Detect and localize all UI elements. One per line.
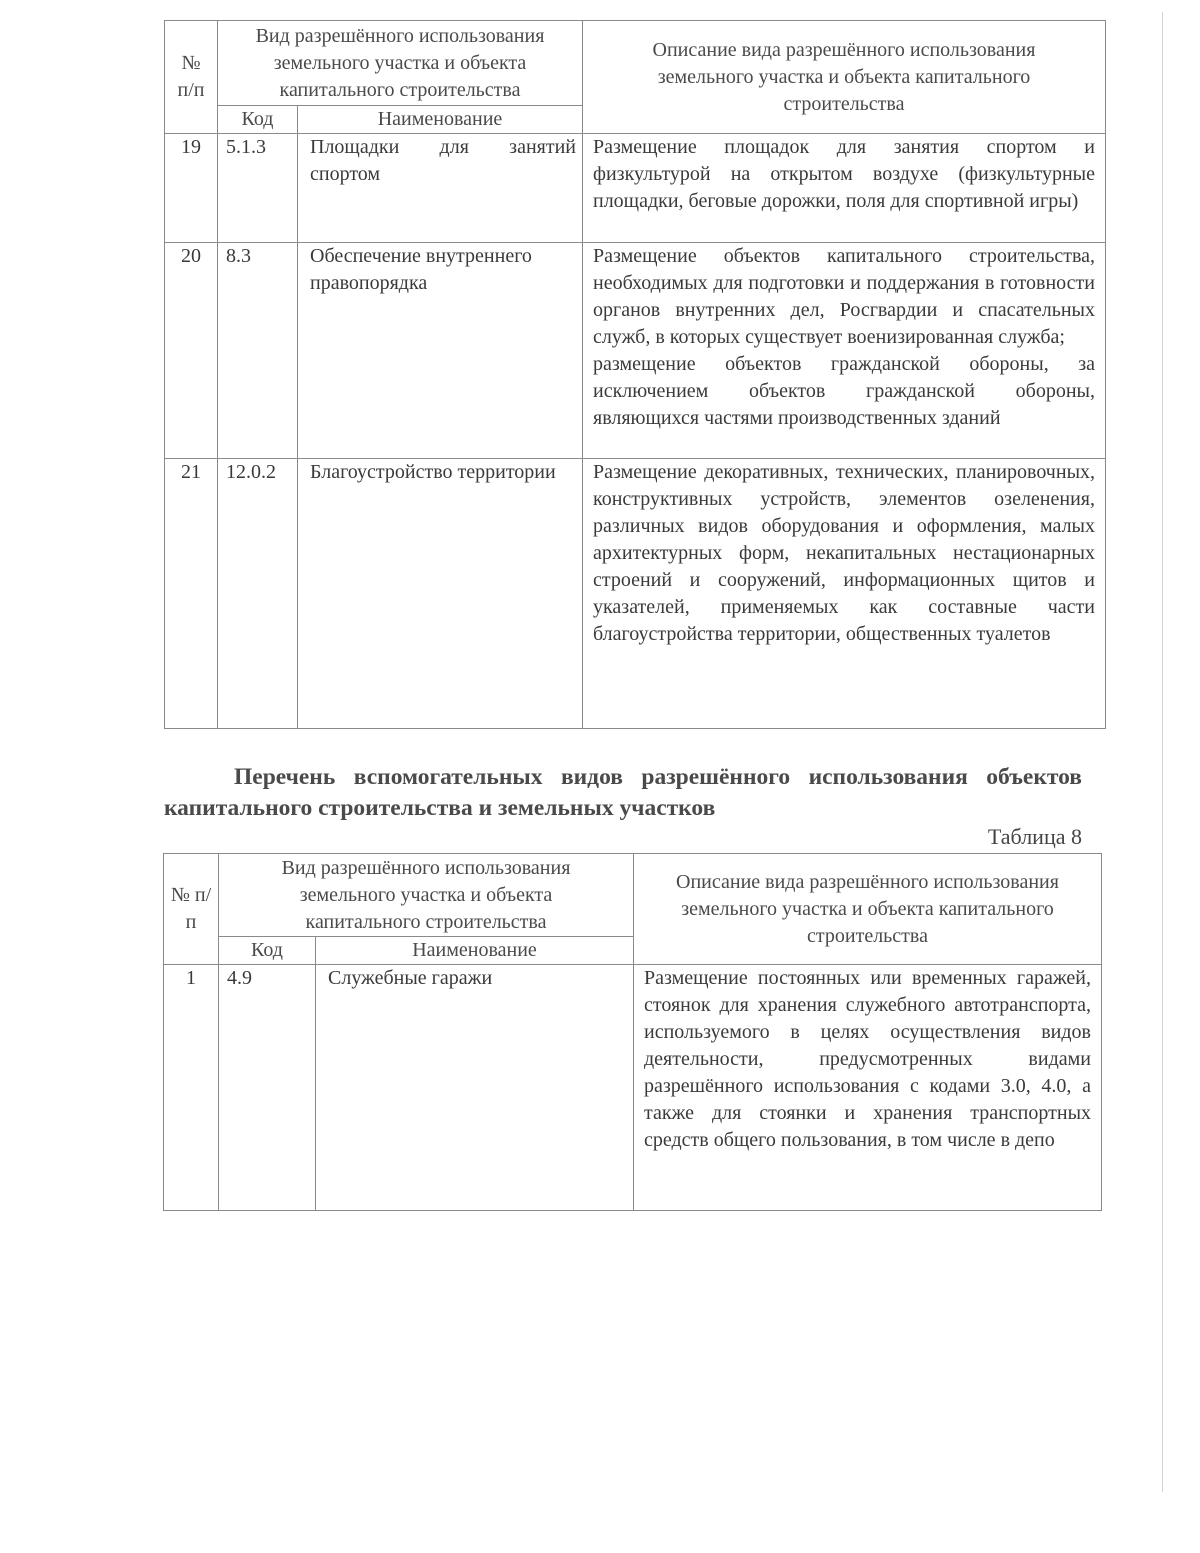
table-row <box>164 965 1102 1211</box>
row-code: 12.0.2 <box>218 459 298 729</box>
row-description: Размещение объектов капитального строительства, необходимых для подготовки и поддержания в готовности органов внутренних дел, Росгвардии и спасательных служб, в которых существует военизированная служба; <box>593 245 1095 348</box>
row-description-continued: размещение объектов гражданской обороны, за исключением объектов гражданской обороны, являющихся частями производственных зданий <box>593 353 1095 429</box>
header-name: Наименование <box>316 937 634 965</box>
table-label: Таблица 8 <box>987 824 1082 849</box>
row-code: 8.3 <box>218 243 298 459</box>
row-description: Размещение декоративных, технических, планировочных, конструктивных устройств, элементов озеленения, различных видов оборудования и оформления, малых архитектурных форм, некапитальных нестационарных строений и сооружений, информационных щитов и указателей, применяемых как составные части благоустройства территории, общественных туалетов <box>583 459 1106 729</box>
row-description: Размещение площадок для занятия спортом и физкультурой на открытом воздухе (физкультурные площадки, беговые дорожки, поля для спортивной игры) <box>583 134 1106 243</box>
header-name: Наименование <box>298 106 583 134</box>
row-code: 4.9 <box>219 965 316 1211</box>
table-row <box>165 134 1106 243</box>
row-num: 21 <box>165 459 218 729</box>
row-name: Обеспечение внутреннего правопорядка <box>298 243 583 459</box>
header-group: Вид разрешённого использования земельного участка и объекта капитального строительства <box>219 854 634 937</box>
header-description: Описание вида разрешённого использования земельного участка и объекта капитального строительства <box>583 21 1106 134</box>
page-edge-rule <box>1162 12 1163 1492</box>
row-name: Площадки для занятий спортом <box>298 134 583 243</box>
row-name: Благоустройство территории <box>298 459 583 729</box>
row-description: Размещение постоянных или временных гаражей, стоянок для хранения служебного автотранспорта, используемого в целях осуществления видов деятельности, предусмотренных видами разрешённого использования с кодами 3.0, 4.0, а также для стоянки и хранения транспортных средств общего пользования, в том числе в депо <box>634 965 1102 1211</box>
row-description-cell <box>583 243 1106 459</box>
table-row <box>165 459 1106 729</box>
header-num: № п/п <box>164 854 219 965</box>
row-num: 1 <box>164 965 219 1211</box>
row-code: 5.1.3 <box>218 134 298 243</box>
auxiliary-use-table <box>163 853 1102 1211</box>
section-title: Перечень вспомогательных видов разрешённого использования объектов капитального строительства и земельных участков <box>164 764 1082 821</box>
header-code: Код <box>218 106 298 134</box>
permitted-use-table-continued <box>164 20 1106 729</box>
row-name: Служебные гаражи <box>316 965 634 1211</box>
row-num: 19 <box>165 134 218 243</box>
header-description: Описание вида разрешённого использования земельного участка и объекта капитального строительства <box>634 854 1102 965</box>
row-num: 20 <box>165 243 218 459</box>
table-row <box>165 243 1106 459</box>
header-code: Код <box>219 937 316 965</box>
header-num: № п/п <box>165 21 218 134</box>
header-group: Вид разрешённого использования земельного участка и объекта капитального строительства <box>218 21 583 106</box>
